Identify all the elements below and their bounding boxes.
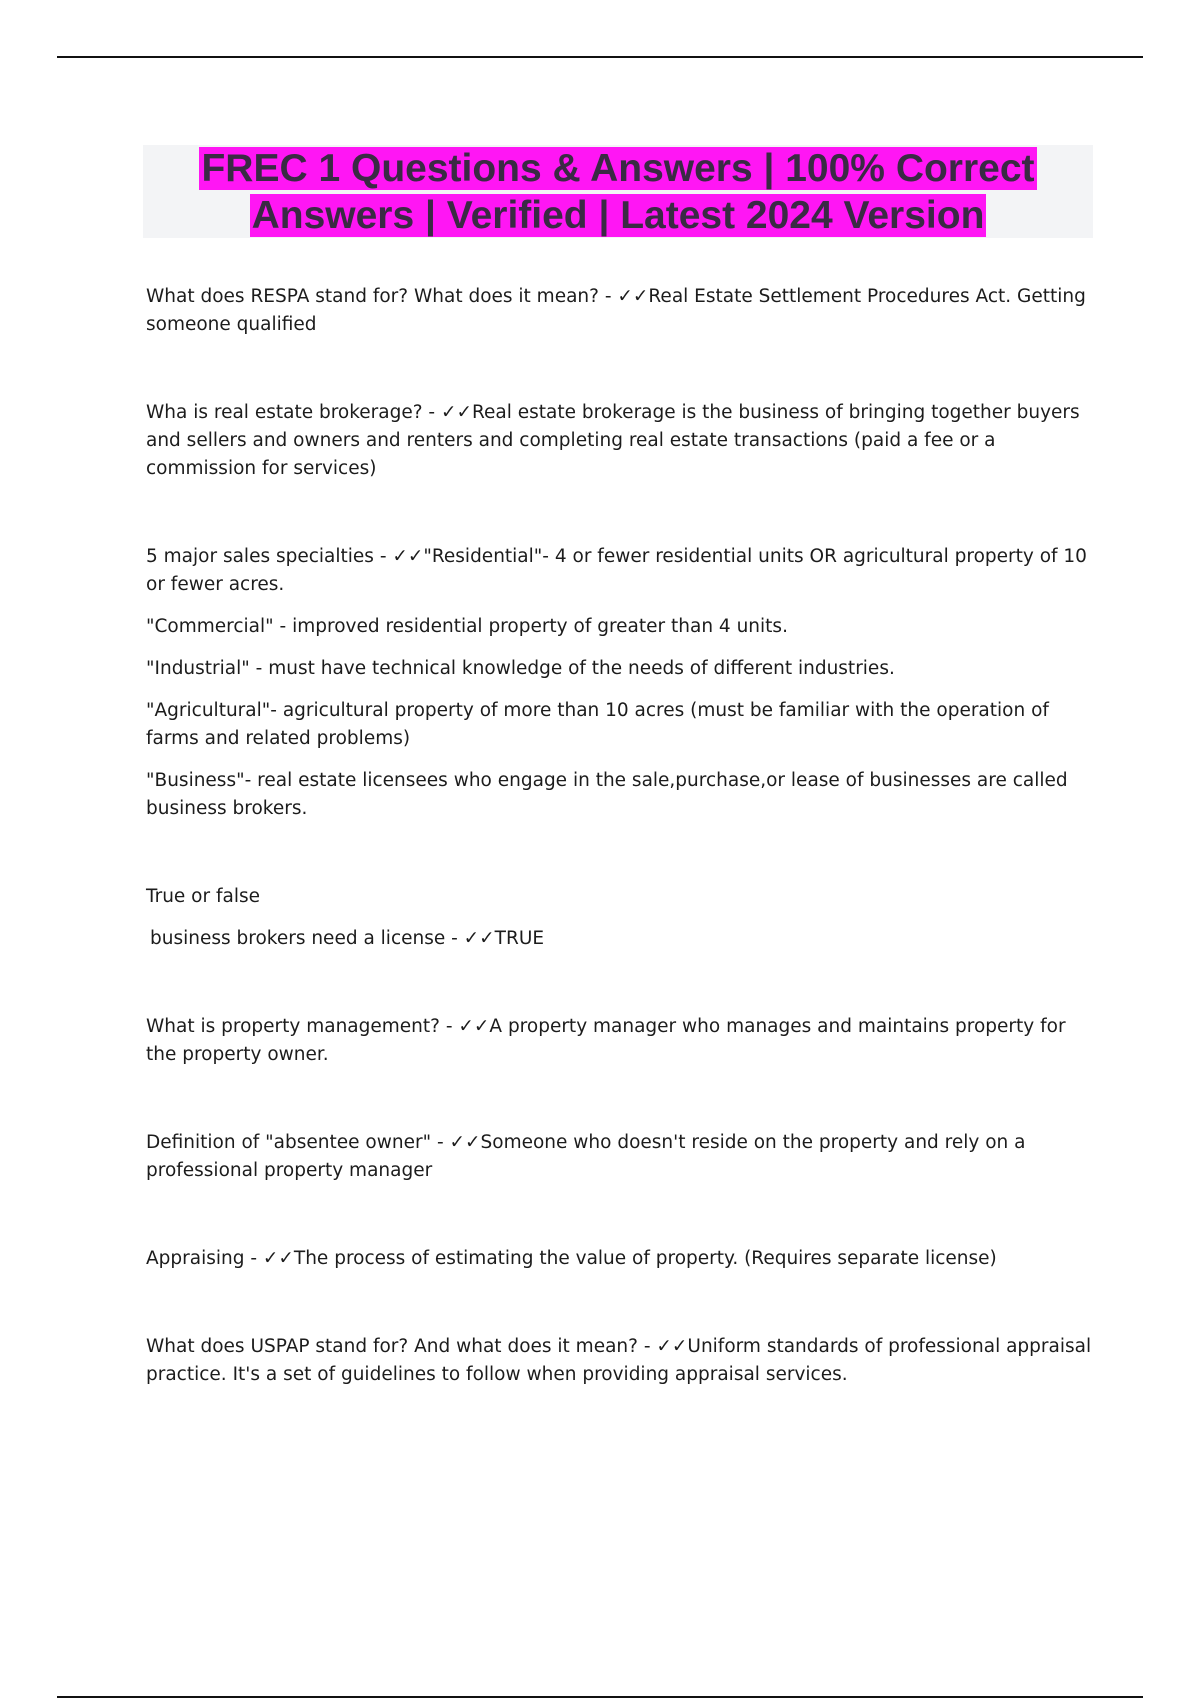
title-line-2: Answers | Verified | Latest 2024 Version — [251, 194, 985, 237]
qa-entry-absentee-owner: Definition of "absentee owner" - ✓✓Someone who doesn't reside on the property and rely on a professional property manager — [146, 1132, 1026, 1181]
header-rule — [57, 56, 1143, 58]
title-line-1: FREC 1 Questions & Answers | 100% Correct — [201, 147, 1035, 190]
title-band — [143, 145, 1093, 238]
qa-entry-sales-specialties: 5 major sales specialties - ✓✓"Residential"- 4 or fewer residential units OR agricultural property of 10 or fewer acres. — [146, 546, 1087, 595]
qa-entry-respa: What does RESPA stand for? What does it mean? - ✓✓Real Estate Settlement Procedures Act. Getting someone qualified — [146, 286, 1086, 335]
qa-entry-business: "Business"- real estate licensees who engage in the sale,purchase,or lease of businesses are called business brokers. — [146, 770, 1068, 819]
qa-entry-uspap: What does USPAP stand for? And what does it mean? - ✓✓Uniform standards of professional appraisal practice. It's a set of guidelines to follow when providing appraisal services. — [146, 1336, 1092, 1385]
qa-entry-appraising: Appraising - ✓✓The process of estimating the value of property. (Requires separate license) — [146, 1248, 997, 1269]
qa-entry-true-false-label: True or false — [146, 886, 260, 907]
qa-entry-commercial: "Commercial" - improved residential property of greater than 4 units. — [146, 616, 788, 637]
document-title — [143, 145, 1093, 239]
footer-rule — [57, 1696, 1143, 1698]
qa-entry-brokerage: Wha is real estate brokerage? - ✓✓Real estate brokerage is the business of bringing together buyers and sellers and owners and renters and completing real estate transactions (paid a fee or a commission for services) — [146, 402, 1080, 479]
qa-entry-industrial: "Industrial" - must have technical knowledge of the needs of different industries. — [146, 658, 895, 679]
qa-content — [146, 283, 1096, 1389]
qa-entry-business-license: business brokers need a license - ✓✓TRUE — [150, 928, 545, 949]
qa-entry-property-management: What is property management? - ✓✓A property manager who manages and maintains property for the property owner. — [146, 1016, 1066, 1065]
qa-entry-agricultural: "Agricultural"- agricultural property of more than 10 acres (must be familiar with the operation of farms and related problems) — [146, 700, 1049, 749]
